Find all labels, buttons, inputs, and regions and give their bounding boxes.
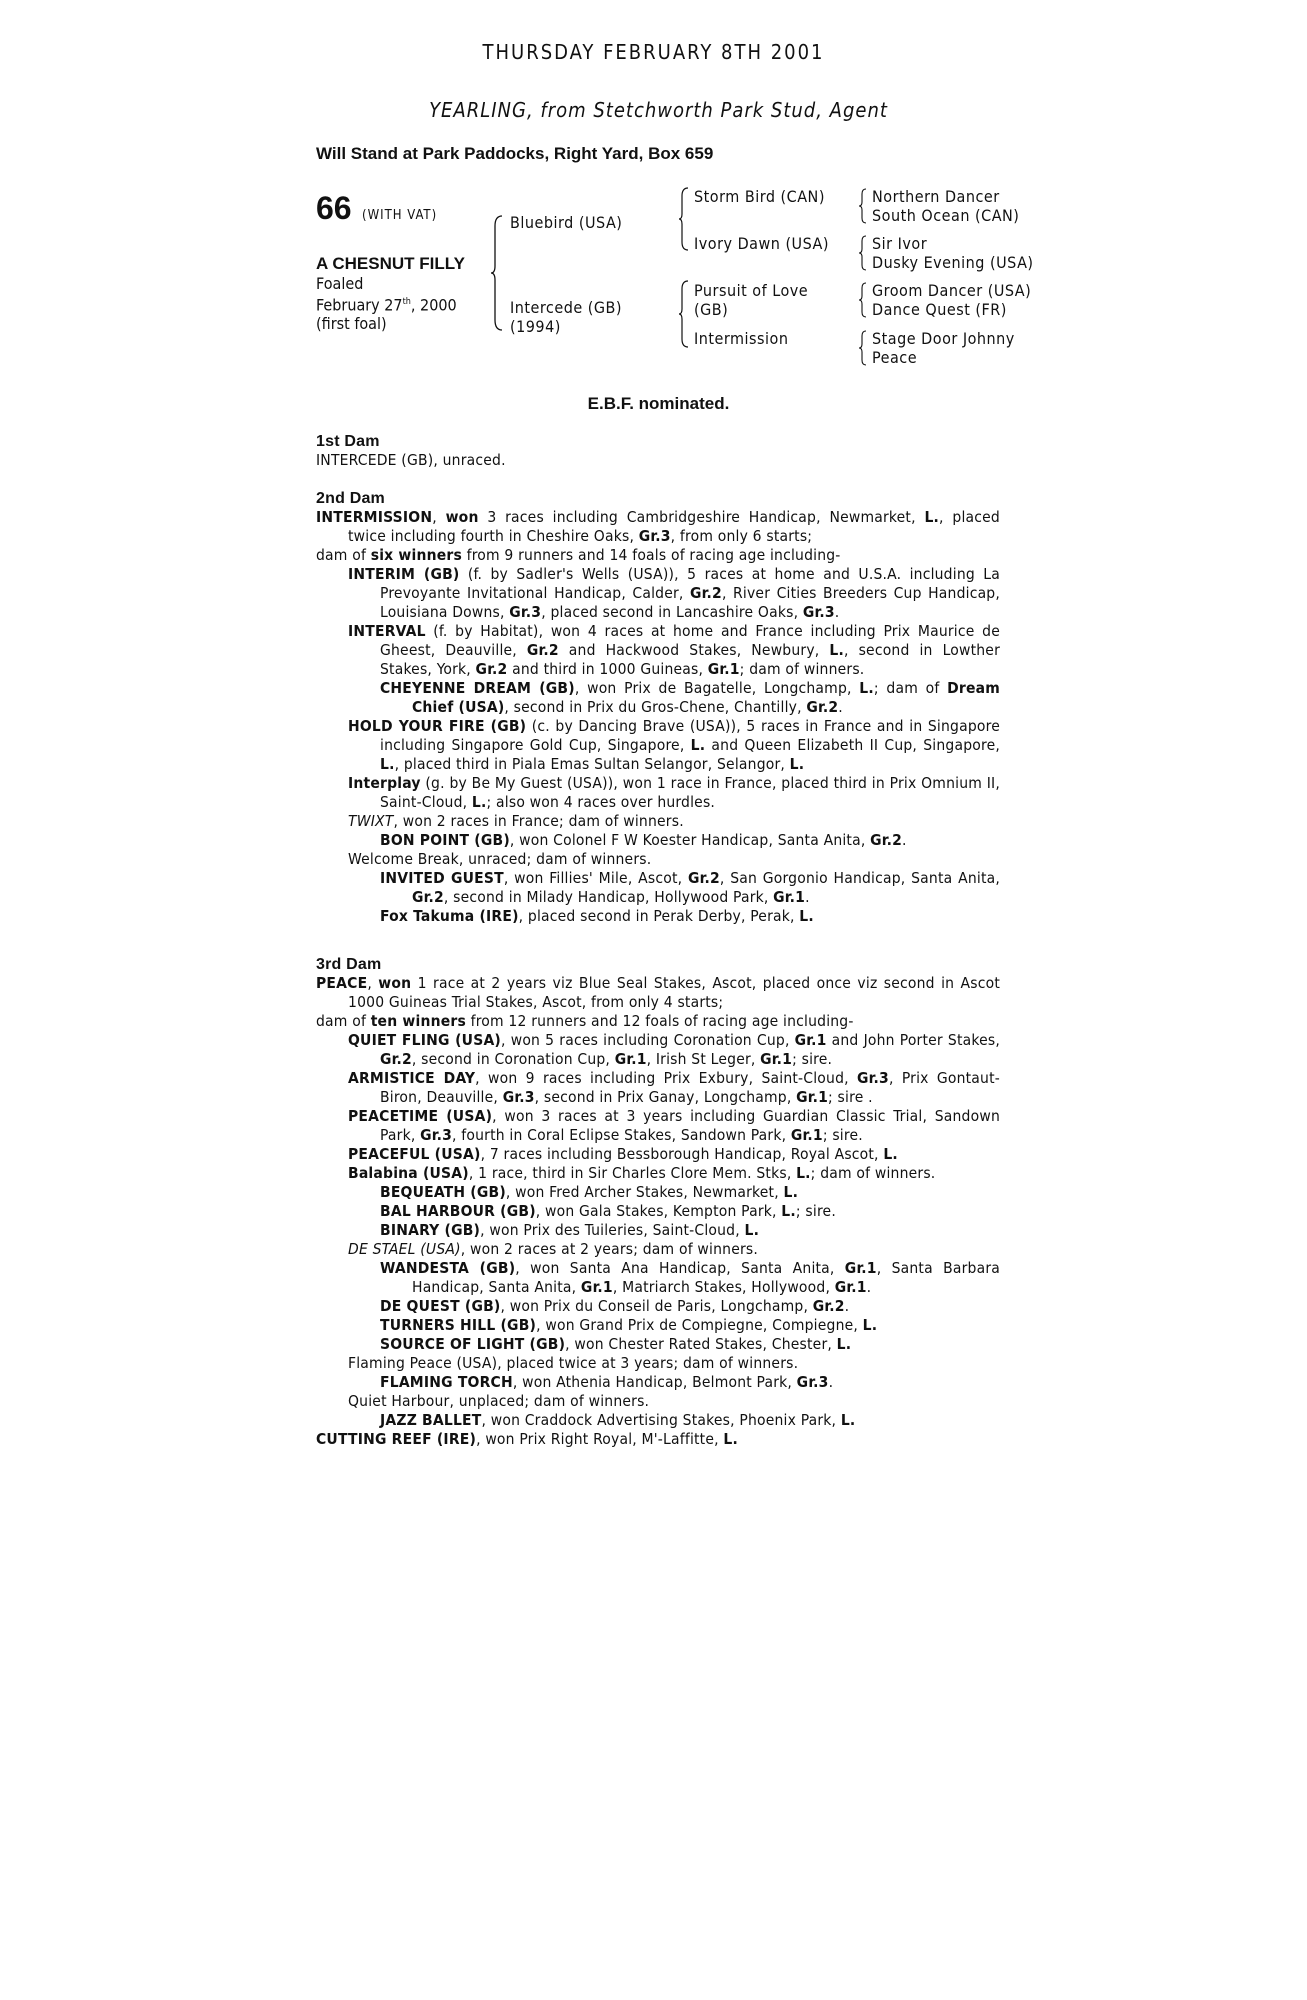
first-dam-text: INTERCEDE (GB), unraced.	[316, 451, 506, 469]
sire-of-sire: Storm Bird (CAN)	[694, 187, 825, 206]
ggs-6: Dance Quest (FR)	[872, 300, 1007, 319]
foaled-label: Foaled	[316, 274, 364, 293]
list-item: TWIXT, won 2 races in France; dam of winners.	[348, 812, 684, 830]
list-item: HOLD YOUR FIRE (GB) (c. by Dancing Brave (USA)), 5 races in France and in Singapore including Singapore Gold Cup, Singapore, L. and Queen Elizabeth II Cup, Singapore, L., placed third in Piala Emas Sultan Selangor, Selangor, L.	[348, 717, 1000, 773]
pedigree-brace-main	[490, 214, 504, 332]
list-item: WANDESTA (GB), won Santa Ana Handicap, Santa Anita, Gr.1, Santa Barbara Handicap, Santa Anita, Gr.1, Matriarch Stakes, Hollywood, Gr.1.	[380, 1259, 1000, 1296]
list-item: Balabina (USA), 1 race, third in Sir Charles Clore Mem. Stks, L.; dam of winners.	[348, 1164, 936, 1182]
list-item: BAL HARBOUR (GB), won Gala Stakes, Kempton Park, L.; sire.	[380, 1202, 836, 1220]
list-item: DE STAEL (USA), won 2 races at 2 years; dam of winners.	[348, 1240, 758, 1258]
list-item: Fox Takuma (IRE), placed second in Perak Derby, Perak, L.	[380, 907, 814, 925]
pedigree-brace-dd	[858, 329, 868, 367]
foaled-date: February 27th, 2000	[316, 295, 457, 315]
third-dam-produce-summary: dam of ten winners from 12 runners and 12 foals of racing age including-	[316, 1012, 854, 1030]
list-item: QUIET FLING (USA), won 5 races including Coronation Cup, Gr.1 and John Porter Stakes, Gr.2, second in Coronation Cup, Gr.1, Irish St Leger, Gr.1; sire.	[348, 1031, 1000, 1068]
list-item: PEACEFUL (USA), 7 races including Bessborough Handicap, Royal Ascot, L.	[348, 1145, 898, 1163]
sire-of-dam: Pursuit of Love (GB)	[694, 281, 809, 319]
third-dam-record: PEACE, won 1 race at 2 years viz Blue Seal Stakes, Ascot, placed once viz second in Ascot 1000 Guineas Trial Stakes, Ascot, from only 4 starts;	[316, 974, 1000, 1011]
foaled-info	[316, 274, 457, 333]
list-item: ARMISTICE DAY, won 9 races including Prix Exbury, Saint-Cloud, Gr.3, Prix Gontaut-Biron, Deauville, Gr.3, second in Prix Ganay, Longchamp, Gr.1; sire .	[348, 1069, 1000, 1106]
lot-subtitle: YEARLING, from Stetchworth Park Stud, Agent	[429, 98, 888, 122]
lot-header	[316, 190, 437, 227]
second-dam-section	[316, 489, 1000, 926]
list-item: Flaming Peace (USA), placed twice at 3 years; dam of winners.	[348, 1354, 799, 1372]
list-item: PEACETIME (USA), won 3 races at 3 years including Guardian Classic Trial, Sandown Park, Gr.3, fourth in Coral Eclipse Stakes, Sandown Park, Gr.1; sire.	[348, 1107, 1000, 1144]
list-item: TURNERS HILL (GB), won Grand Prix de Compiegne, Compiegne, L.	[380, 1316, 878, 1334]
list-item: SOURCE OF LIGHT (GB), won Chester Rated Stakes, Chester, L.	[380, 1335, 852, 1353]
first-dam-section	[316, 432, 1000, 470]
list-item: Interplay (g. by Be My Guest (USA)), won 1 race in France, placed third in Prix Omnium II, Saint-Cloud, L.; also won 4 races over hurdles.	[348, 774, 1000, 811]
pedigree-brace-sd	[858, 234, 868, 272]
pedigree-brace-dam	[678, 279, 690, 349]
ebf-notice: E.B.F. nominated.	[587, 394, 730, 413]
ggs-8: Peace	[872, 348, 918, 367]
sale-date: THURSDAY FEBRUARY 8TH 2001	[482, 40, 825, 64]
list-item: DE QUEST (GB), won Prix du Conseil de Paris, Longchamp, Gr.2.	[380, 1297, 850, 1315]
ggs-7: Stage Door Johnny	[872, 329, 1015, 348]
list-item: INTERIM (GB) (f. by Sadler's Wells (USA)), 5 races at home and U.S.A. including La Prevoyante Invitational Handicap, Calder, Gr.2, River Cities Breeders Cup Handicap, Louisiana Downs, Gr.3, placed second in Lancashire Oaks, Gr.3.	[348, 565, 1000, 621]
ggs-5: Groom Dancer (USA)	[872, 281, 1032, 300]
dam: Intercede (GB) (1994)	[510, 298, 623, 336]
vat-note: (WITH VAT)	[362, 208, 438, 223]
ggs-2: South Ocean (CAN)	[872, 206, 1020, 225]
pedigree-brace-ss	[858, 187, 868, 225]
list-item: JAZZ BALLET, won Craddock Advertising Stakes, Phoenix Park, L.	[380, 1411, 856, 1429]
pedigree-brace-ds	[858, 281, 868, 319]
second-dam-produce-summary: dam of six winners from 9 runners and 14 foals of racing age including-	[316, 546, 841, 564]
ggs-4: Dusky Evening (USA)	[872, 253, 1034, 272]
list-item: CHEYENNE DREAM (GB), won Prix de Bagatelle, Longchamp, L.; dam of Dream Chief (USA), second in Prix du Gros-Chene, Chantilly, Gr.2.	[380, 679, 1000, 716]
first-foal-note: (first foal)	[316, 314, 387, 334]
list-item: BON POINT (GB), won Colonel F W Koester Handicap, Santa Anita, Gr.2.	[380, 831, 907, 849]
second-dam-record: INTERMISSION, won 3 races including Cambridgeshire Handicap, Newmarket, L., placed twice including fourth in Cheshire Oaks, Gr.3, from only 6 starts;	[316, 508, 1000, 545]
ggs-3: Sir Ivor	[872, 234, 928, 253]
stand-location: Will Stand at Park Paddocks, Right Yard, Box 659	[316, 144, 714, 163]
list-item: Quiet Harbour, unplaced; dam of winners.	[348, 1392, 650, 1410]
list-item: INTERVAL (f. by Habitat), won 4 races at home and France including Prix Maurice de Gheest, Deauville, Gr.2 and Hackwood Stakes, Newbury, L., second in Lowther Stakes, York, Gr.2 and third in 1000 Guineas, Gr.1; dam of winners.	[348, 622, 1001, 678]
list-item: BINARY (GB), won Prix des Tuileries, Saint-Cloud, L.	[380, 1221, 760, 1239]
list-item: CUTTING REEF (IRE), won Prix Right Royal, M'-Laffitte, L.	[316, 1430, 738, 1448]
dam-of-dam: Intermission	[694, 329, 789, 348]
list-item: FLAMING TORCH, won Athenia Handicap, Belmont Park, Gr.3.	[380, 1373, 834, 1391]
first-dam-heading: 1st Dam	[316, 433, 380, 450]
list-item: INVITED GUEST, won Fillies' Mile, Ascot, Gr.2, San Gorgonio Handicap, Santa Anita, Gr.2, second in Milady Handicap, Hollywood Park, Gr.1.	[380, 869, 1000, 906]
ggs-1: Northern Dancer	[872, 187, 1000, 206]
list-item: BEQUEATH (GB), won Fred Archer Stakes, Newmarket, L.	[380, 1183, 799, 1201]
third-dam-section	[316, 955, 1000, 1449]
pedigree-brace-sire	[678, 186, 690, 252]
lot-number: 66	[316, 190, 352, 226]
third-dam-heading: 3rd Dam	[316, 956, 382, 973]
sire: Bluebird (USA)	[510, 213, 623, 232]
dam-of-sire: Ivory Dawn (USA)	[694, 234, 829, 253]
second-dam-heading: 2nd Dam	[316, 490, 385, 507]
list-item: Welcome Break, unraced; dam of winners.	[348, 850, 652, 868]
lot-description: A CHESNUT FILLY	[316, 254, 465, 273]
